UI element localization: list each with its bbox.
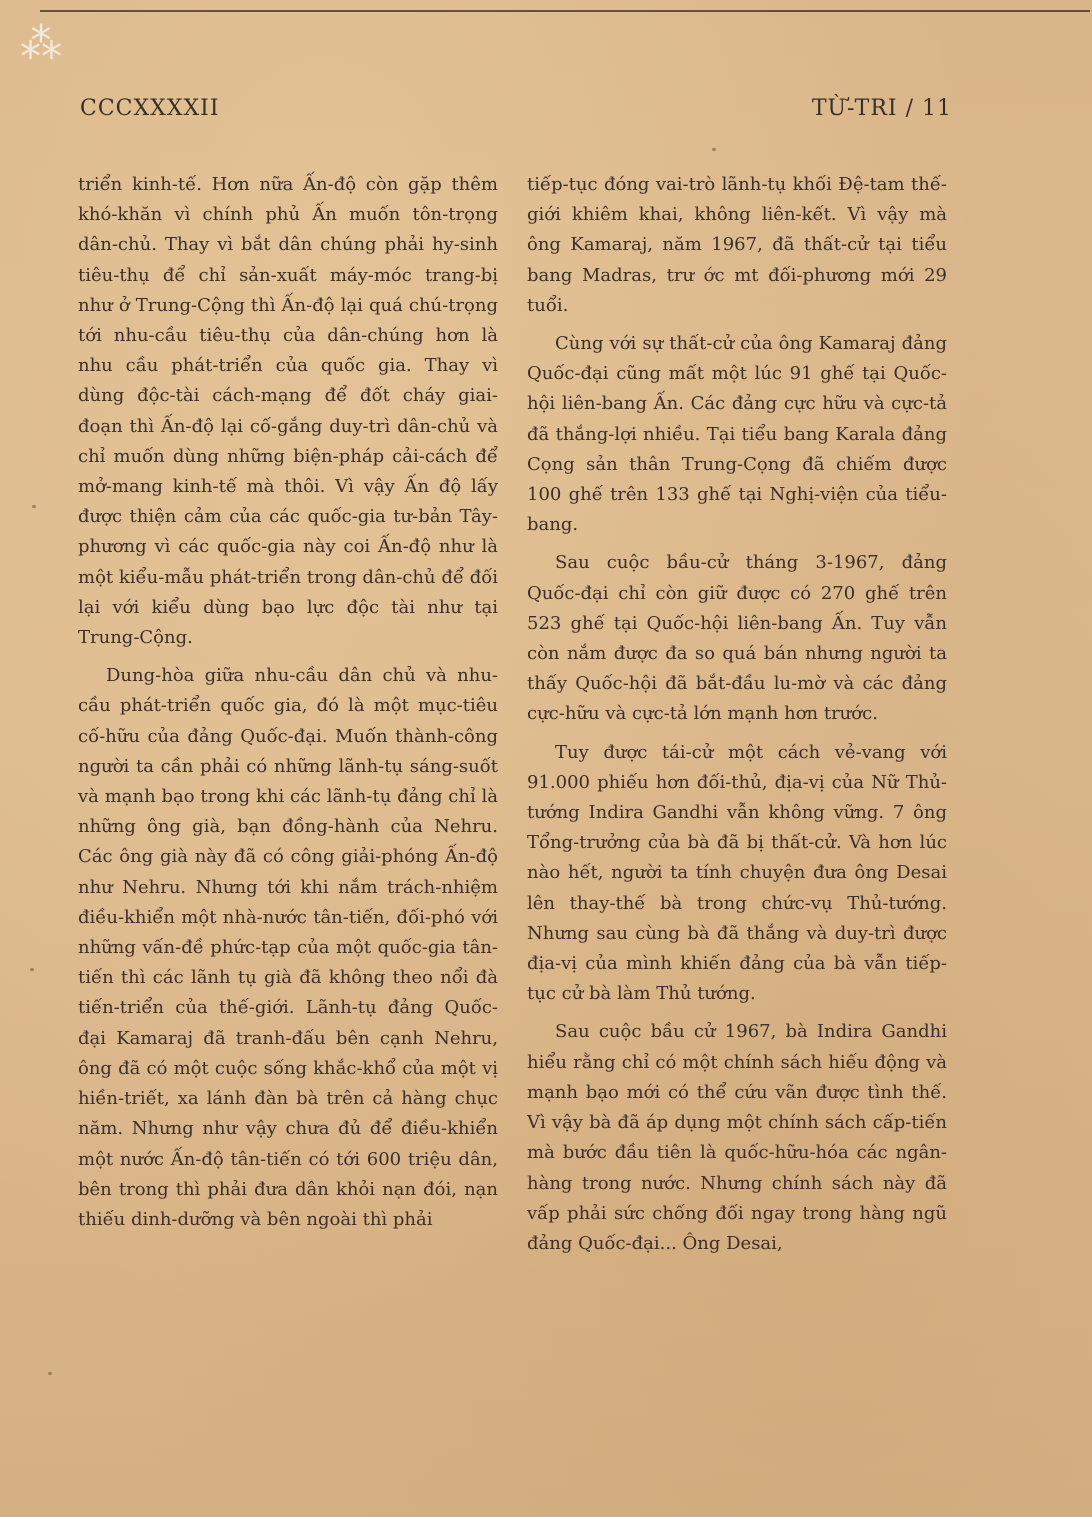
paragraph: triển kinh-tế. Hơn nữa Ấn-độ còn gặp thêm khó-khăn vì chính phủ Ấn muốn tôn-trọng dân-chủ. Thay vì bắt dân chúng phải hy-sinh tiêu-thụ để chỉ sản-xuất máy-móc trang-bị như ở Trung-Cộng thì Ấn-độ lại quá chú-trọng tới nhu-cầu tiêu-thụ của dân-chúng hơn là nhu cầu phát-triển của quốc gia. Thay vì dùng độc-tài cách-mạng để đốt cháy giai-đoạn thì Ấn-độ lại cố-gắng duy-trì dân-chủ và chỉ muốn dùng những biện-pháp cải-cách để mở-mang kinh-tế mà thôi. Vì vậy Ấn độ lấy được thiện cảm của các quốc-gia tư-bản Tây-phương vì các quốc-gia này coi Ấn-độ như là một kiểu-mẫu phát-triển trong dân-chủ để đối lại với kiểu dùng bạo lực độc tài như tại Trung-Cộng.	[78, 174, 498, 649]
left-column	[78, 170, 498, 1243]
paragraph: Sau cuộc bầu-cử tháng 3-1967, đảng Quốc-đại chỉ còn giữ được có 270 ghế trên 523 ghế tại Quốc-hội liên-bang Ấn. Tuy vẫn còn nắm được đa so quá bán nhưng người ta thấy Quốc-hội đã bắt-đầu lu-mờ và các đảng cực-hữu và cực-tả lớn mạnh hơn trước.	[527, 552, 947, 725]
paragraph: Tuy được tái-cử một cách vẻ-vang với 91.000 phiếu hơn đối-thủ, địa-vị của Nữ Thủ-tướng Indira Gandhi vẫn không vững. 7 ông Tổng-trưởng của bà đã bị thất-cử. Và hơn lúc nào hết, người ta tính chuyện đưa ông Desai lên thay-thế bà trong chức-vụ Thủ-tướng. Nhưng sau cùng bà đã thắng và duy-trì được địa-vị của mình khiến đảng của bà vẫn tiếp-tục cử bà làm Thủ tướng.	[527, 741, 947, 1005]
paragraph: tiếp-tục đóng vai-trò lãnh-tụ khối Đệ-tam thế-giới khiêm khai, không liên-kết. Vì vậy mà ông Kamaraj, năm 1967, đã thất-cử tại tiểu bang Madras, trư ớc mt đối-phương mới 29 tuổi.	[527, 174, 947, 316]
paragraph: Cùng với sự thất-cử của ông Kamaraj đảng Quốc-đại cũng mất một lúc 91 ghế tại Quốc-hội liên-bang Ấn. Các đảng cực hữu và cực-tả đã thắng-lợi nhiều. Tại tiểu bang Karala đảng Cọng sản thân Trung-Cọng đã chiếm được 100 ghế trên 133 ghế tại Nghị-viện của tiểu-bang.	[527, 333, 947, 536]
right-column	[527, 170, 947, 1267]
ink-smudge: ⁂	[20, 19, 62, 68]
paper-speck	[712, 148, 716, 151]
paper-speck	[32, 505, 36, 508]
top-rule	[40, 10, 1090, 12]
paper-speck	[48, 1372, 52, 1375]
paragraph: Dung-hòa giữa nhu-cầu dân chủ và nhu-cầu phát-triển quốc gia, đó là một mục-tiêu cố-hữu của đảng Quốc-đại. Muốn thành-công người ta cần phải có những lãnh-tụ sáng-suốt và mạnh bạo trong khi các lãnh-tụ đảng chỉ là những ông già, bạn đồng-hành của Nehru. Các ông già này đã có công giải-phóng Ấn-độ như Nehru. Nhưng tới khi nắm trách-nhiệm điều-khiển một nhà-nước tân-tiến, đối-phó với những vấn-đề phức-tạp của một quốc-gia tân-tiến thì các lãnh tụ già đã không theo nổi đà tiến-triển của thế-giới. Lãnh-tụ đảng Quốc-đại Kamaraj đã tranh-đấu bên cạnh Nehru, ông đã có một cuộc sống khắc-khổ của một vị hiền-triết, xa lánh đàn bà trên cả hàng chục năm. Nhưng như vậy chưa đủ để điều-khiển một nước Ấn-độ tân-tiến có tới 600 triệu dân, bên trong thì phải đưa dân khỏi nạn đói, nạn thiếu dinh-dưỡng và bên ngoài thì phải	[78, 665, 498, 1230]
paper-speck	[30, 968, 34, 971]
running-head-right: TỪ-TRI / 11	[811, 96, 952, 121]
paragraph: Sau cuộc bầu cử 1967, bà Indira Gandhi hiểu rằng chỉ có một chính sách hiếu động và mạnh bạo mới có thể cứu vãn được tình thế. Vì vậy bà đã áp dụng một chính sách cấp-tiến mà bước đầu tiên là quốc-hữu-hóa các ngân-hàng trong nước. Nhưng chính sách này đã vấp phải sức chống đối ngay trong hàng ngũ đảng Quốc-đại... Ông Desai,	[527, 1021, 947, 1254]
running-head-left: CCCXXXXII	[80, 96, 220, 121]
